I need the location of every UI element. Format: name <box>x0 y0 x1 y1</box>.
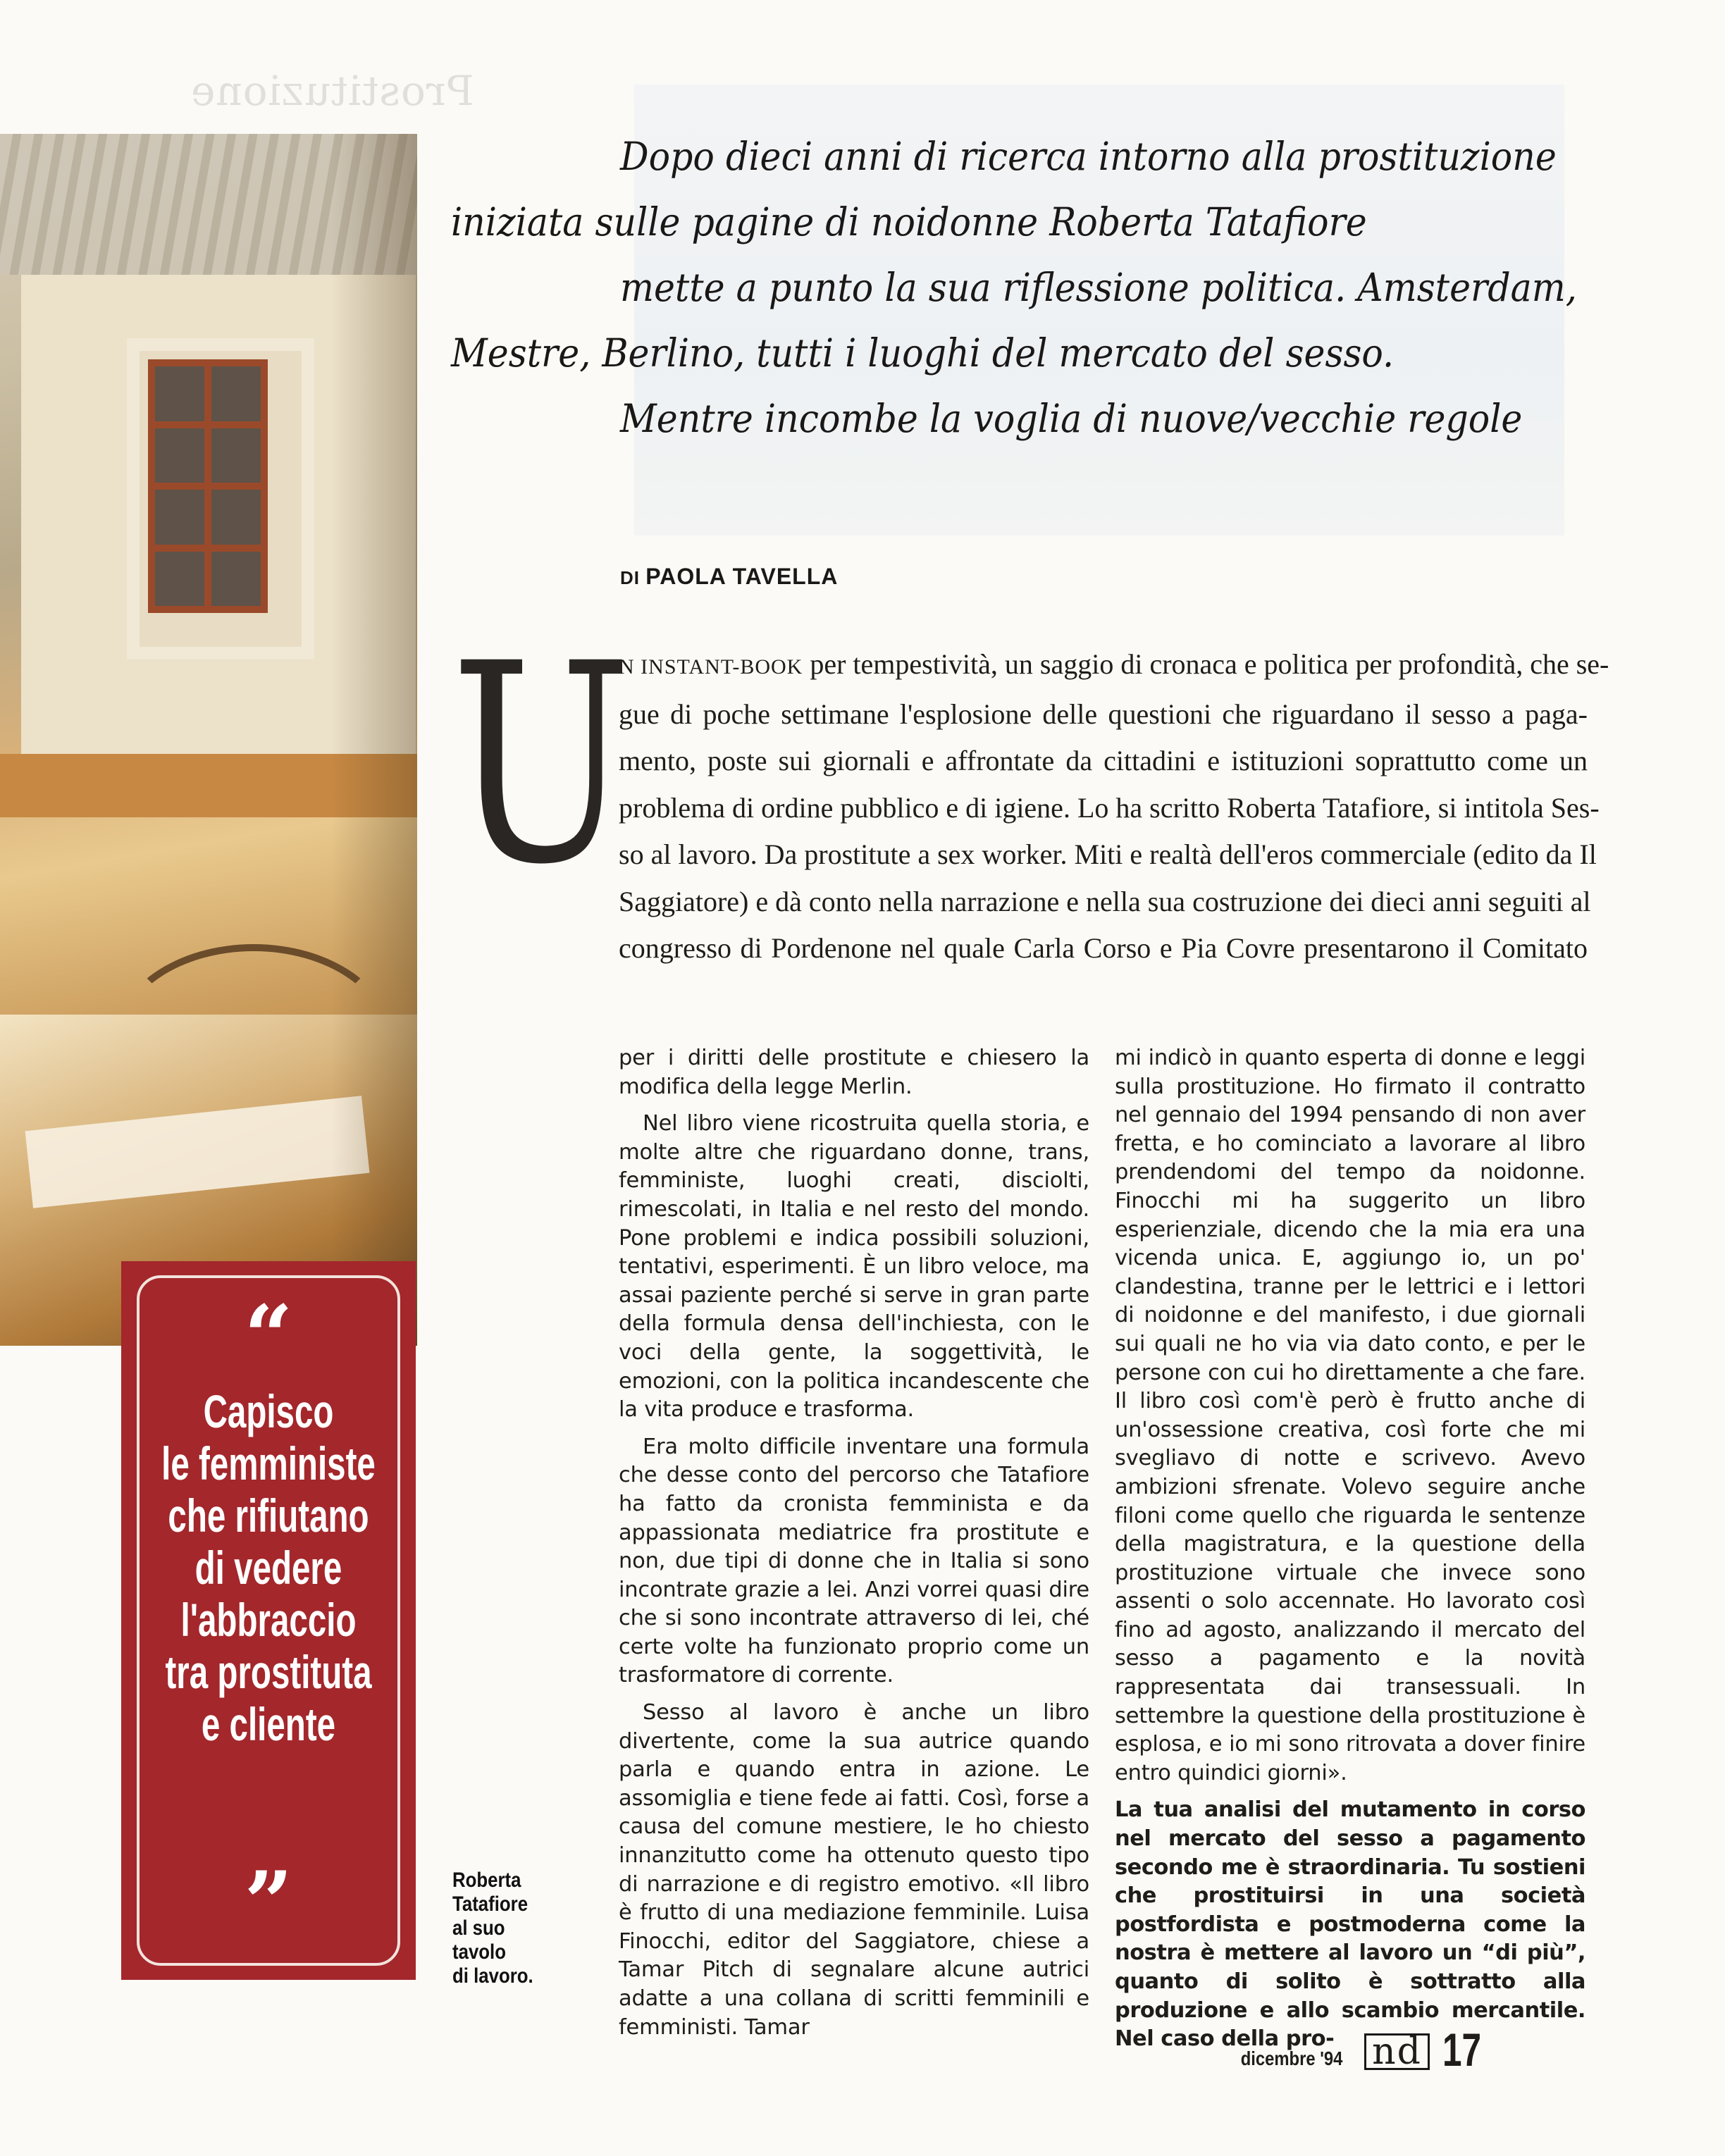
issue-date: dicembre '94 <box>1240 2047 1343 2069</box>
body-column-1 <box>619 1044 1089 2042</box>
magazine-logo: nd <box>1364 2033 1430 2070</box>
photo-window <box>148 359 268 613</box>
drop-cap: U <box>451 605 632 924</box>
lead-line: Saggiatore) e dà conto nella narrazione e nella sua costruzione dei dieci anni seguiti al <box>619 885 1591 917</box>
pull-quote-line: l'abbraccio <box>180 1594 357 1646</box>
caption-line: Tatafiore <box>452 1892 528 1916</box>
pull-quote-line: Capisco <box>203 1385 334 1437</box>
deck-line-3: mette a punto la sua riflessione politica. Amsterdam, <box>620 265 1577 310</box>
deck-line-2: iniziata sulle pagine di noidonne Roberta Tatafiore <box>451 199 1367 244</box>
pull-quote-frame <box>137 1275 400 1966</box>
pull-quote-line: tra prostituta <box>165 1646 372 1698</box>
photo-writing-desk <box>0 134 417 1346</box>
lead-line: problema di ordine pubblico e di igiene. Lo ha scritto Roberta Tatafiore, si intitola Ses- <box>619 791 1600 824</box>
lead-line: mento, poste sui giornali e affrontate da cittadini e istituzioni soprattutto come un <box>619 745 1588 776</box>
interview-question: La tua analisi del mutamento in corso nel mercato del sesso a pagamento secondo me è straordinaria. Tu sostieni che prostituirsi in una società postfordista e postmoderna come la nostra è mettere al lavoro un “di più”, quanto di solito è sottratto alla produzione e allo scambio mercantile. Nel caso della pro- <box>1115 1797 1585 2052</box>
body-paragraph: mi indicò in quanto esperta di donne e leggi sulla prostituzione. Ho firmato il contratto nel gennaio del 1994 pensando di non aver fretta, e ho cominciato a lavorare al libro prendendomi del tempo da noidonne. Finocchi mi ha suggerito un libro esperienziale, dicendo che la mia era una vicenda unica. E, aggiungo io, un po' clandestina, tranne per le lettrici e i lettori di noidonne e del manifesto, i due giornali sui quali ne ho via via dato conto, e per le persone con cui ho direttamente a che fare. Il libro così com'è però è frutto anche di un'ossessione creativa, così forte che mi svegliavo di notte e scrivevo. Avevo ambizioni sfrenate. Volevo seguire anche filoni come quello che riguarda le sentenze della magistratura, e la questione della prostituzione virtuale che invece sono assenti o solo accennate. Ho lavorato così fino ad agosto, analizzando il mercato del sesso a pagamento e la novità rappresentata dai transessuali. In settembre la questione della prostituzione è esplosa, e io mi sono ritrovata a dover finire entro quindici giorni». <box>1115 1046 1585 1785</box>
deck-line-5: Mentre incombe la voglia di nuove/vecchie regole <box>620 396 1523 441</box>
close-quote-icon: ” <box>244 1853 293 1952</box>
photo-curtain <box>331 134 417 1346</box>
pull-quote-line: che rifiutano <box>168 1489 369 1542</box>
pull-quote-box <box>121 1261 416 1980</box>
byline-prefix: DI <box>620 567 640 588</box>
page-number: 17 <box>1442 2024 1481 2076</box>
lead-line <box>619 641 1609 691</box>
body-paragraph: Nel libro viene ricostruita quella storia, e molte altre che riguardano donne, trans, femministe, luoghi creati, disciolti, rimescolati, in Italia e nel resto del mondo. Pone problemi e indica possibili soluzioni, tentativi, esperimenti. È un libro veloce, ma assai paziente perché si serve in gran parte della formula densa dell'inchiesta, con le voci della gente, la soggettività, le emozioni, con la politica incandescente che la vita produce e trasforma. <box>619 1111 1089 1423</box>
caption-line: di lavoro. <box>452 1964 533 1988</box>
photo-caption <box>452 1869 555 1988</box>
lead-line-text: per tempestività, un saggio di cronaca e politica per profondità, che se- <box>803 648 1609 680</box>
lead-line: so al lavoro. Da prostitute a sex worker. Miti e realtà dell'eros commerciale (edito da Il <box>619 838 1597 870</box>
section-header-ghost: Prostituzione <box>190 67 474 115</box>
byline <box>620 564 838 590</box>
lead-line: gue di poche settimane l'esplosione delle questioni che riguardano il sesso a paga- <box>619 698 1588 730</box>
body-column-2 <box>1115 1044 1585 2054</box>
lead-paragraph <box>619 641 1609 972</box>
caption-line: Roberta <box>452 1869 521 1892</box>
pull-quote-line: di vedere <box>194 1542 342 1594</box>
pull-quote-line: le femministe <box>161 1437 376 1489</box>
byline-name: PAOLA TAVELLA <box>645 564 839 589</box>
open-quote-icon: “ <box>244 1287 293 1386</box>
body-paragraph: Sesso al lavoro è anche un libro divertente, come la sua autrice quando parla e quando entra in azione. Le assomiglia e tiene fede ai fatti. Così, forse a causa del comune mestiere, le ho chiesto innanzitutto come ha ottenuto questo tipo di narrazione e di registro emotivo. «Il libro è frutto di una mediazione femminile. Luisa Finocchi, editor del Saggiatore, chiese a Tamar Pitch di segnalare alcune autrici adatte a una collana di scritti femminili e femministi. Tamar <box>619 1700 1089 2040</box>
pull-quote-text <box>145 1385 392 1750</box>
page-footer <box>1232 2024 1494 2076</box>
pull-quote-line: e cliente <box>201 1698 336 1750</box>
lead-smallcaps: N INSTANT-BOOK <box>619 655 803 679</box>
body-paragraph: Era molto difficile inventare una formula che desse conto del percorso che Tatafiore ha fatto da cronista femminista e da appassionata mediatrice fra prostitute e non, due tipi di donne che in Italia si sono incontrate grazie a lei. Anzi vorrei quasi dire che si sono incontrate attraverso di lei, ché certe volte ha funzionato proprio come un trasformatore di corrente. <box>619 1434 1089 1688</box>
body-paragraph: per i diritti delle prostitute e chiesero la modifica della legge Merlin. <box>619 1046 1089 1099</box>
deck-line-1: Dopo dieci anni di ricerca intorno alla prostituzione <box>620 134 1557 179</box>
caption-line: al suo tavolo <box>452 1916 506 1964</box>
deck-line-4: Mestre, Berlino, tutti i luoghi del mercato del sesso. <box>451 330 1395 376</box>
lead-line: congresso di Pordenone nel quale Carla Corso e Pia Covre presentarono il Comitato <box>619 932 1588 964</box>
